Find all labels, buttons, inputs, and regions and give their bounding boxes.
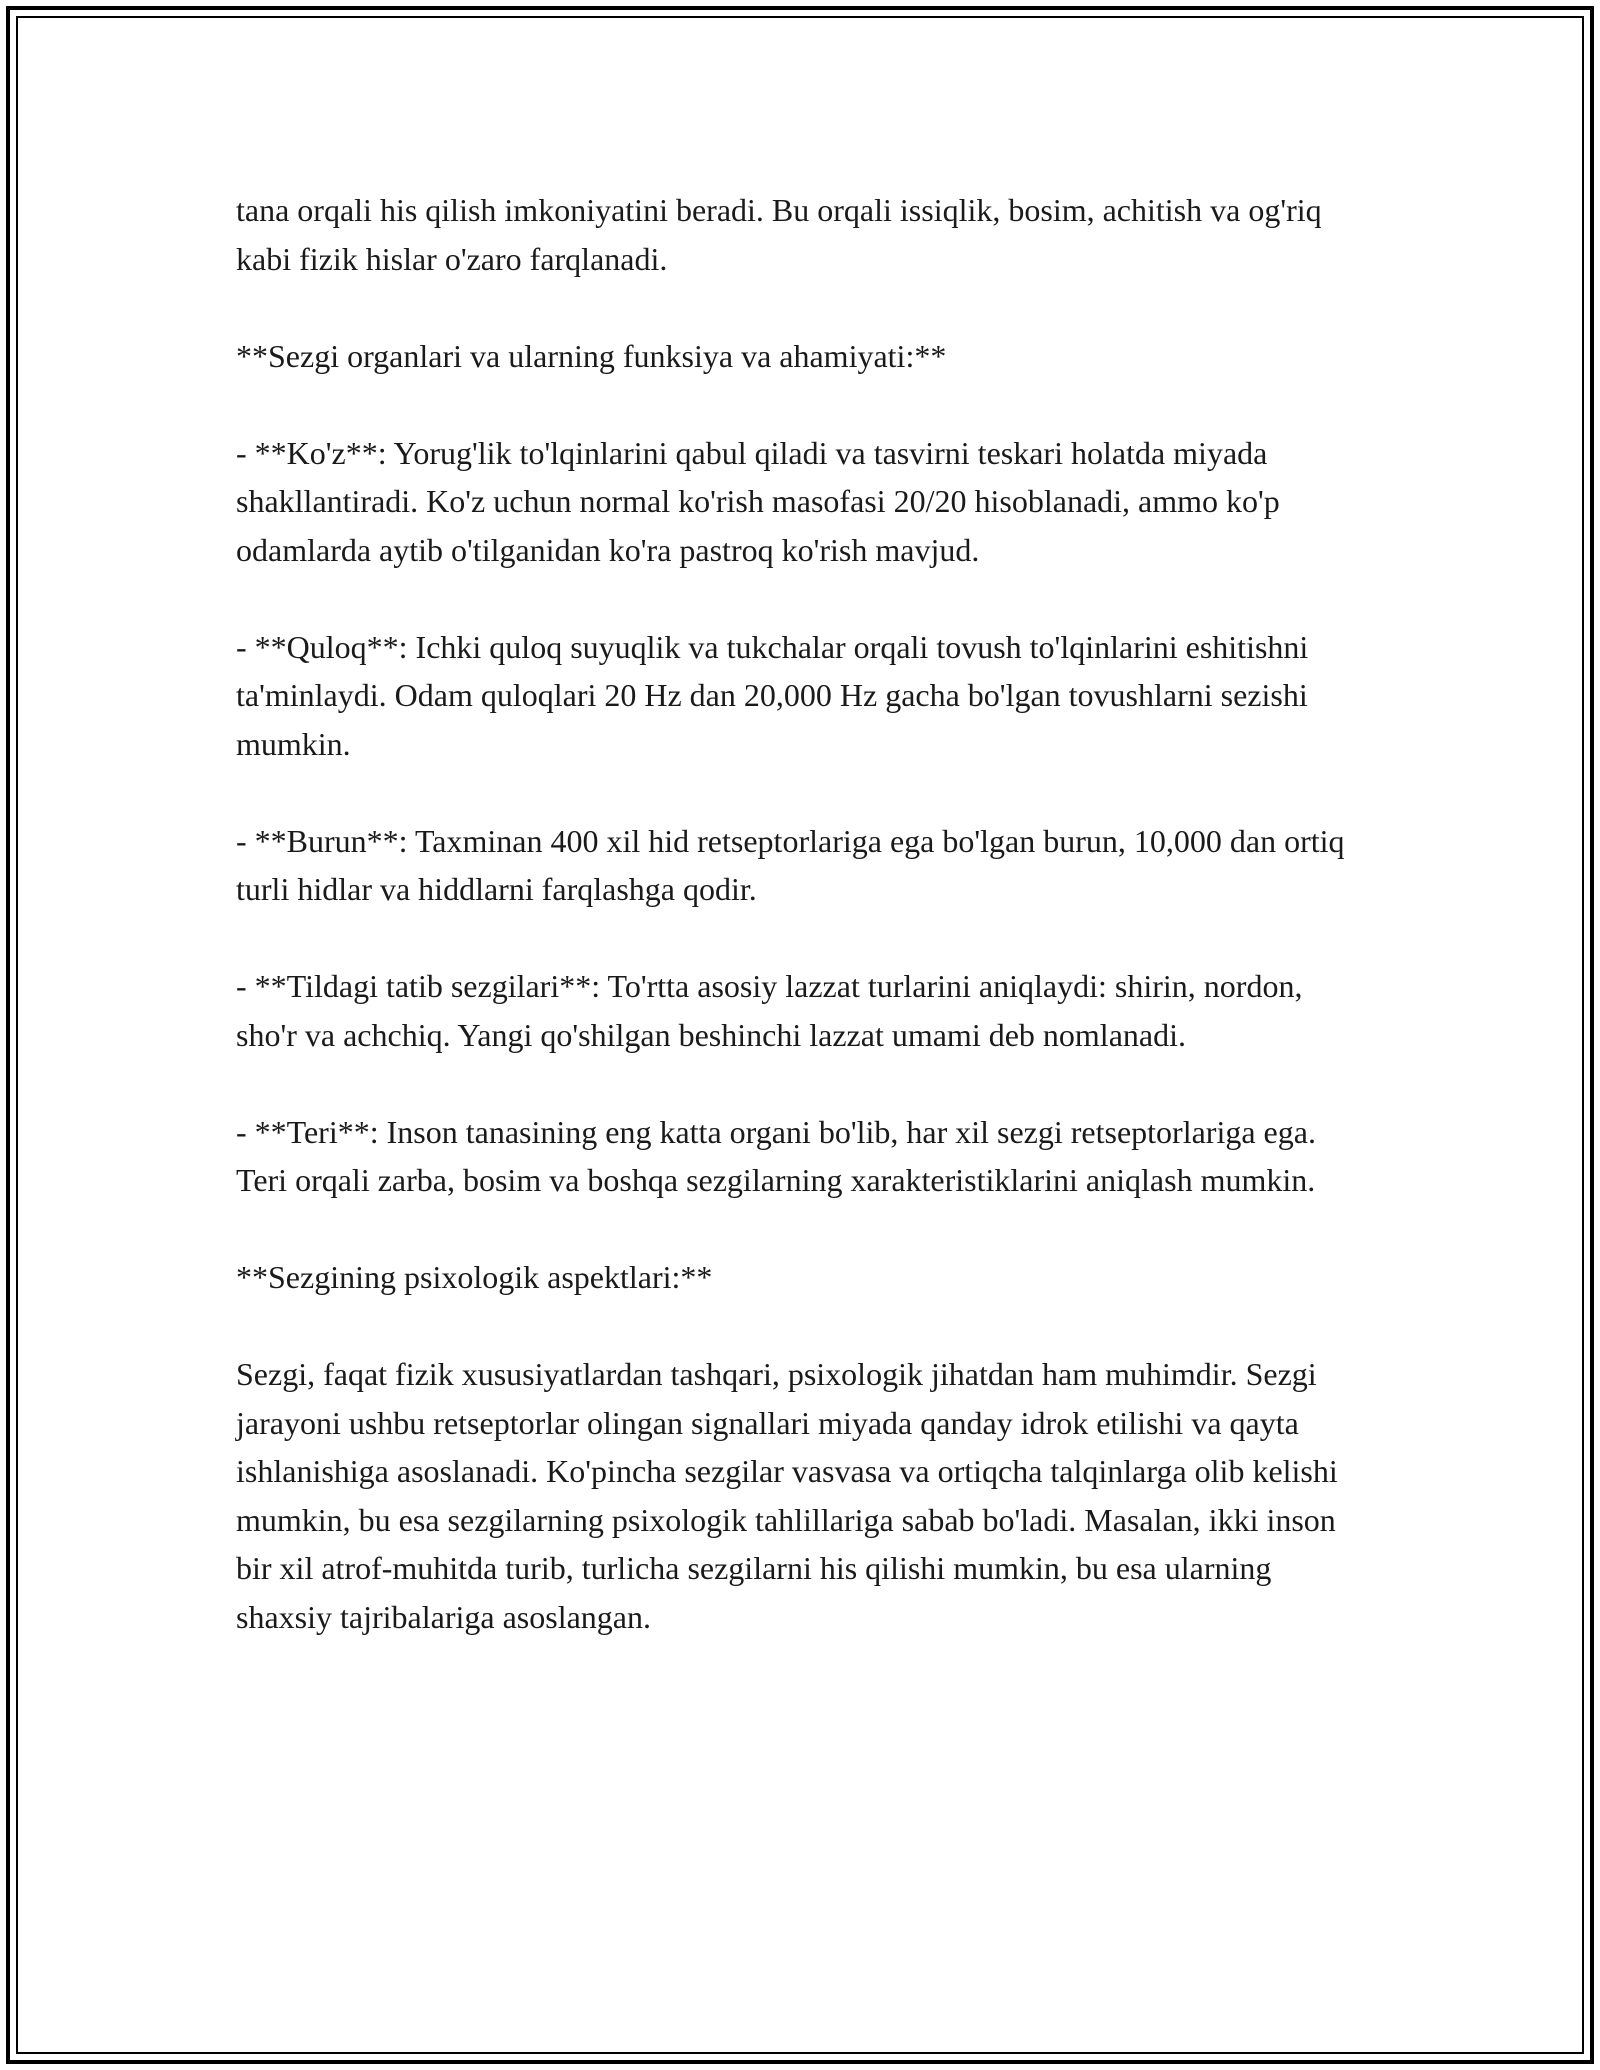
list-item-skin: - **Teri**: Inson tanasining eng katta organi bo'lib, har xil sezgi retseptorlariga ega. Teri orqali zarba, bosim va boshqa sezgilarning xarakteristiklarini aniqlash mumkin. <box>236 1113 1316 1198</box>
paragraph-intro-continuation: tana orqali his qilish imkoniyatini beradi. Bu orqali issiqlik, bosim, achitish va og'riq kabi fizik hislar o'zaro farqlanadi. <box>236 192 1322 277</box>
paragraph-psychological: Sezgi, faqat fizik xususiyatlardan tashqari, psixologik jihatdan ham muhimdir. Sezgi jarayoni ushbu retseptorlar olingan signallari miyada qanday idrok etilishi va qayta ishlanishiga asoslanadi. Ko'pincha sezgilar vasvasa va ortiqcha talqinlarga olib kelishi mumkin, bu esa sezgilarning psixologik tahlillariga sabab bo'ladi. Masalan, ikki inson bir xil atrof-muhitda turib, turlicha sezgilarni his qilishi mumkin, bu esa ularning shaxsiy tajribalariga asoslangan. <box>236 1356 1338 1635</box>
document-body <box>236 186 1366 1641</box>
list-item-eye: - **Ko'z**: Yorug'lik to'lqinlarini qabul qiladi va tasvirni teskari holatda miyada shakllantiradi. Ko'z uchun normal ko'rish masofasi 20/20 hisoblanadi, ammo ko'p odamlarda aytib o'tilganidan ko'ra pastroq ko'rish mavjud. <box>236 434 1280 568</box>
list-item-ear: - **Quloq**: Ichki quloq suyuqlik va tukchalar orqali tovush to'lqinlarini eshitishni ta'minlaydi. Odam quloqlari 20 Hz dan 20,000 Hz gacha bo'lgan tovushlarni sezishi mumkin. <box>236 628 1309 762</box>
list-item-nose: - **Burun**: Taxminan 400 xil hid retseptorlariga ega bo'lgan burun, 10,000 dan ortiq turli hidlar va hiddlarni farqlashga qodir. <box>236 822 1345 907</box>
list-item-tongue: - **Tildagi tatib sezgilari**: To'rtta asosiy lazzat turlarini aniqlaydi: shirin, nordon, sho'r va achchiq. Yangi qo'shilgan beshinchi lazzat umami deb nomlanadi. <box>236 968 1303 1053</box>
heading-sense-organs: **Sezgi organlari va ularning funksiya va ahamiyati:** <box>236 337 947 374</box>
heading-psychological-aspects: **Sezgining psixologik aspektlari:** <box>236 1259 713 1295</box>
